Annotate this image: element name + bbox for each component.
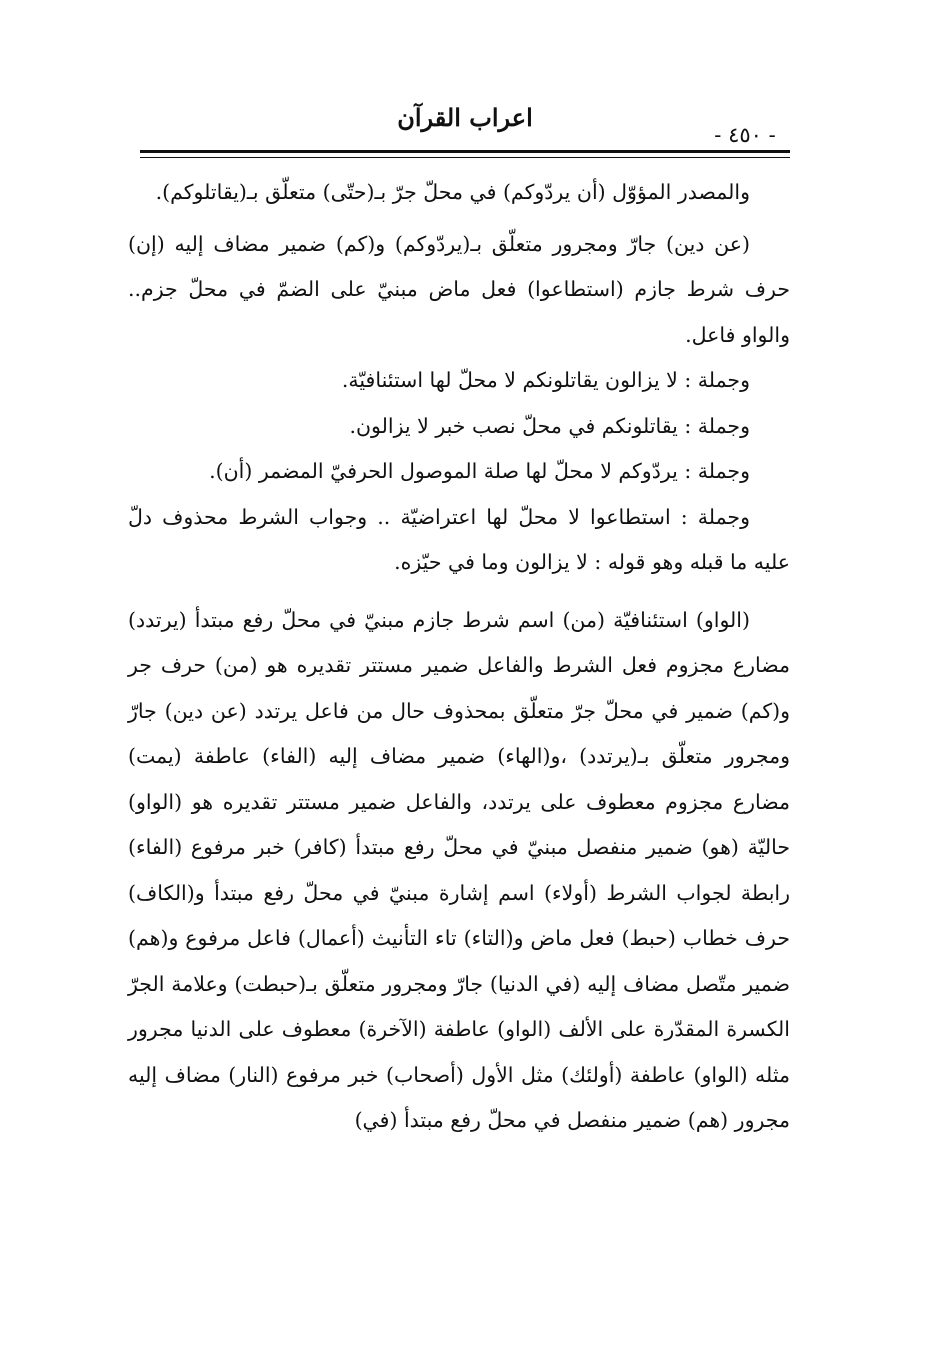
paragraph: وجملة : استطاعوا لا محلّ لها اعتراضيّة .. وجواب الشرط محذوف دلّ عليه ما قبله وهو قوله : لا يزالون وما في حيّزه. bbox=[128, 504, 790, 574]
paragraph: والمصدر المؤوّل (أن يردّوكم) في محلّ جرّ بـ(حتّى) متعلّق بـ(يقاتلوكم). bbox=[155, 180, 750, 204]
header-rule-thin bbox=[140, 157, 790, 158]
paragraph: وجملة : لا يزالون يقاتلونكم لا محلّ لها استئنافيّة. bbox=[341, 368, 750, 392]
paragraph: (عن دين) جارّ ومجرور متعلّق بـ(يردّوكم) و(كم) ضمير مضاف إليه (إن) حرف شرط جازم (استطاعوا) فعل ماض مبنيّ على الضمّ في محلّ جزم.. والواو فاعل. bbox=[128, 231, 790, 347]
paragraph: (الواو) استئنافيّة (من) اسم شرط جازم مبنيّ في محلّ رفع مبتدأ (يرتدد) مضارع مجزوم فعل الشرط والفاعل ضمير مستتر تقديره هو (من) حرف جر و(كم) ضمير في محلّ جرّ متعلّق بمحذوف حال من فاعل يرتدد (عن دين) جارّ ومجرور متعلّق بـ(يرتدد) ،و(الهاء) ضمير مضاف إليه (الفاء) عاطفة (يمت) مضارع مجزوم معطوف على يرتدد، والفاعل ضمير مستتر تقديره هو (الواو) حاليّة (هو) ضمير منفصل مبنيّ في محلّ رفع مبتدأ (كافر) خبر مرفوع (الفاء) رابطة لجواب الشرط (أولاء) اسم إشارة مبنيّ في محلّ رفع مبتدأ و(الكاف) حرف خطاب (حبط) فعل ماض و(التاء) تاء التأنيث (أعمال) فاعل مرفوع و(هم) ضمير متّصل مضاف إليه (في الدنيا) جارّ ومجرور متعلّق بـ(حبطت) وعلامة الجرّ الكسرة المقدّرة على الألف (الواو) عاطفة (الآخرة) معطوف على الدنيا مجرور مثله (الواو) عاطفة (أولئك) مثل الأول (أصحاب) خبر مرفوع (النار) مضاف إليه مجرور (هم) ضمير منفصل في محلّ رفع مبتدأ (في) bbox=[128, 607, 790, 1132]
page-number: - ٤٥٠ - bbox=[714, 123, 776, 147]
header-rule bbox=[140, 150, 790, 153]
paragraph: وجملة : يردّوكم لا محلّ لها صلة الموصول الحرفيّ المضمر (أن). bbox=[209, 459, 750, 483]
body-text bbox=[128, 170, 790, 1144]
running-title: اعراب القرآن bbox=[397, 103, 533, 132]
paragraph: وجملة : يقاتلونكم في محلّ نصب خبر لا يزالون. bbox=[349, 413, 750, 438]
